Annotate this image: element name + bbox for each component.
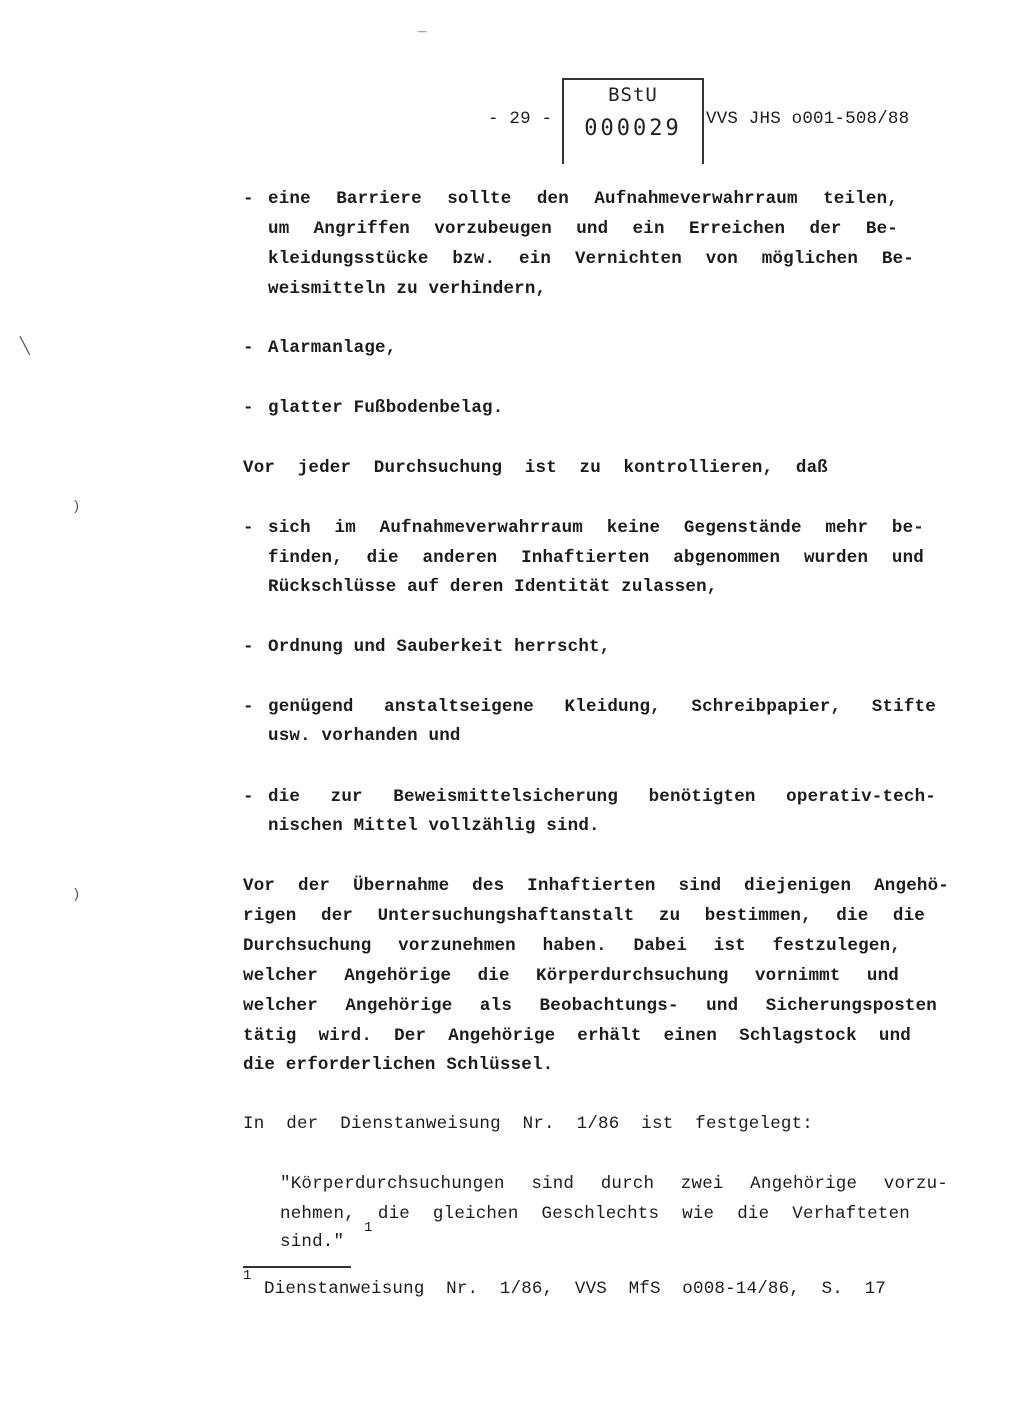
bullet-dash: -: [243, 338, 254, 358]
text-line: nischen Mittel vollzählig sind.: [268, 816, 600, 836]
footnote-reference: 1: [364, 1220, 373, 1236]
text-line: die erforderlichen Schlüssel.: [243, 1055, 554, 1075]
text-line: weismitteln zu verhindern,: [268, 279, 547, 299]
scan-mark: ‾: [418, 31, 427, 47]
bullet-dash: -: [243, 398, 254, 418]
footnote-text: Dienstanweisung Nr. 1/86, VVS MfS o008-14/86, S. 17: [264, 1279, 886, 1299]
text-line: Ordnung und Sauberkeit herrscht,: [268, 637, 611, 657]
stamp-number: 000029: [584, 116, 682, 141]
footnote-mark: 1: [243, 1268, 252, 1284]
text-line: Rückschlüsse auf deren Identität zulassen,: [268, 577, 718, 597]
footnote-separator: [243, 1266, 351, 1268]
text-line: Alarmanlage,: [268, 338, 397, 358]
text-line: usw. vorhanden und: [268, 726, 461, 746]
text-line: die zur Beweismittelsicherung benötigten operativ-tech-: [268, 787, 936, 807]
text-line: Durchsuchung vorzunehmen haben. Dabei ist festzulegen,: [243, 936, 901, 956]
bullet-dash: -: [243, 518, 254, 538]
text-line: Vor der Übernahme des Inhaftierten sind diejenigen Angehö-: [243, 876, 949, 896]
text-line: genügend anstaltseigene Kleidung, Schreibpapier, Stifte: [268, 697, 936, 717]
quote-line: sind.": [280, 1232, 345, 1252]
text-line: eine Barriere sollte den Aufnahmeverwahrraum teilen,: [268, 189, 898, 209]
text-line: glatter Fußbodenbelag.: [268, 398, 504, 418]
document-reference: VVS JHS o001-508/88: [706, 109, 910, 129]
quote-line: nehmen, die gleichen Geschlechts wie die Verhafteten: [280, 1204, 910, 1224]
text-line: welcher Angehörige als Beobachtungs- und Sicherungsposten: [243, 996, 937, 1016]
scan-mark: ): [72, 887, 81, 903]
bullet-dash: -: [243, 189, 254, 209]
text-line: sich im Aufnahmeverwahrraum keine Gegenstände mehr be-: [268, 518, 924, 538]
bullet-dash: -: [243, 637, 254, 657]
scan-mark: ╲: [20, 338, 30, 356]
text-line: welcher Angehörige die Körperdurchsuchung vornimmt und: [243, 966, 899, 986]
page-number: - 29 -: [488, 109, 553, 129]
text-line: rigen der Untersuchungshaftanstalt zu bestimmen, die die: [243, 906, 925, 926]
quote-line: "Körperdurchsuchungen sind durch zwei Angehörige vorzu-: [280, 1174, 948, 1194]
text-line: um Angriffen vorzubeugen und ein Erreichen der Be-: [268, 219, 898, 239]
scan-mark: ): [72, 499, 81, 515]
archive-stamp: [562, 78, 704, 164]
text-line: finden, die anderen Inhaftierten abgenommen wurden und: [268, 548, 924, 568]
bullet-dash: -: [243, 697, 254, 717]
text-line: In der Dienstanweisung Nr. 1/86 ist festgelegt:: [243, 1114, 813, 1134]
bullet-dash: -: [243, 787, 254, 807]
stamp-title: BStU: [608, 84, 658, 106]
text-line: Vor jeder Durchsuchung ist zu kontrollieren, daß: [243, 458, 828, 478]
text-line: tätig wird. Der Angehörige erhält einen Schlagstock und: [243, 1026, 911, 1046]
text-line: kleidungsstücke bzw. ein Vernichten von möglichen Be-: [268, 249, 914, 269]
